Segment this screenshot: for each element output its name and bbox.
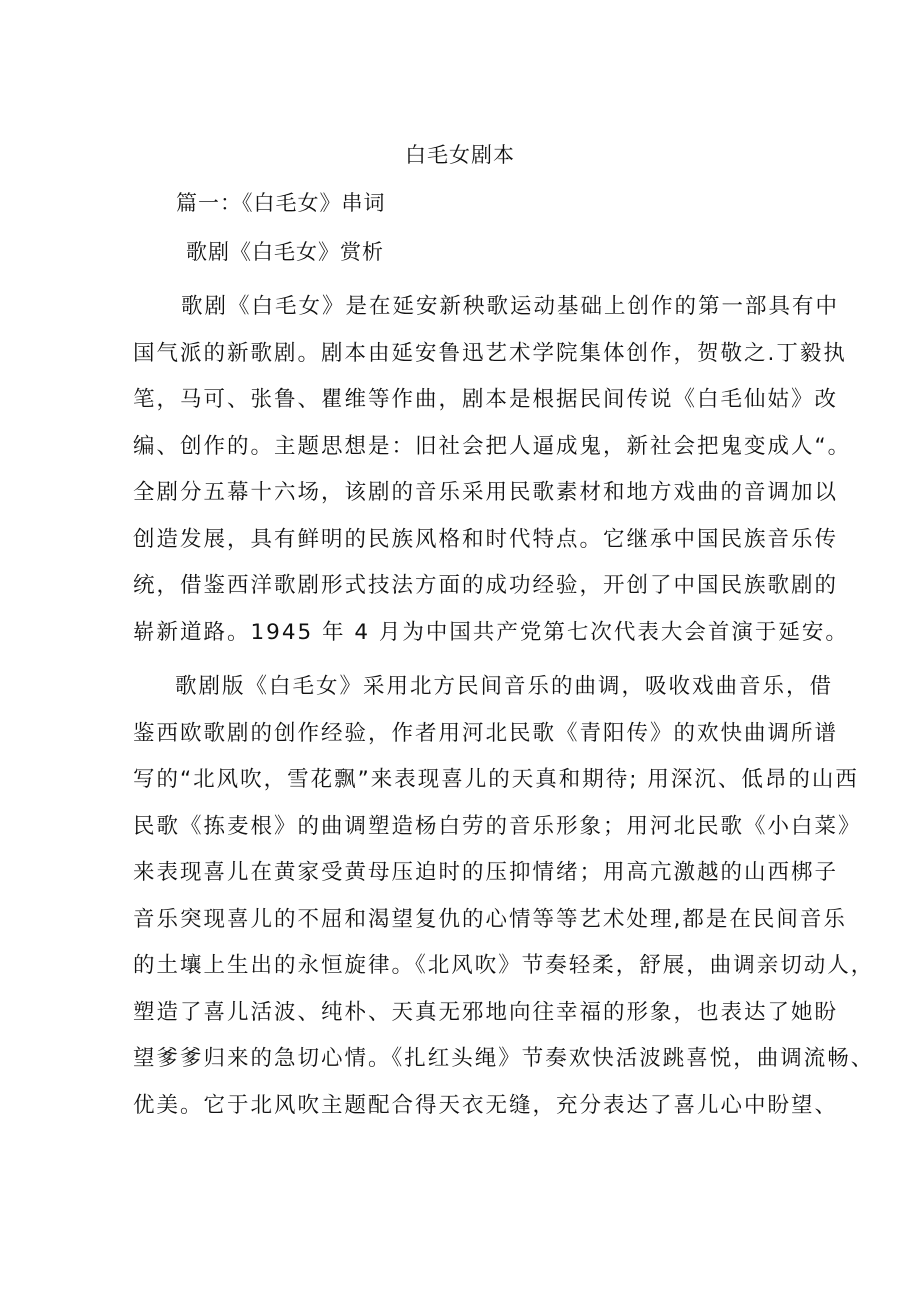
- paragraph-line: 塑造了喜儿活波、纯朴、天真无邪地向往幸福的形象，也表达了她盼: [133, 999, 839, 1025]
- paragraph-line: 的土壤上生出的永恒旋律。《北风吹》节奏轻柔，舒展，曲调亲切动人，: [133, 953, 875, 978]
- document-title: 白毛女剧本: [405, 143, 515, 167]
- section-heading: 篇一：《白毛女》串词: [176, 191, 386, 215]
- paragraph-line: 鉴西欧歌剧的创作经验，作者用河北民歌《青阳传》的欢快曲调所谱: [133, 720, 839, 746]
- paragraph-line: 全剧分五幕十六场，该剧的音乐采用民歌素材和地方戏曲的音调加以: [133, 480, 839, 505]
- paragraph-line: 编、创作的。主题思想是：旧社会把人逼成鬼，新社会把鬼变成人“。: [133, 433, 852, 459]
- paragraph-line: 来表现喜儿在黄家受黄母压迫时的压抑情绪；用高亢激越的山西梆子: [133, 860, 839, 885]
- sub-heading: 歌剧《白毛女》赏析: [186, 240, 384, 264]
- paragraph-line: 望爹爹归来的急切心情。《扎红头绳》节奏欢快活波跳喜悦，曲调流畅、: [133, 1046, 875, 1071]
- paragraph-line: 写的“北风吹，雪花飘”来表现喜儿的天真和期待; 用深沉、低昂的山西: [133, 767, 859, 792]
- paragraph-line: 音乐突现喜儿的不屈和渴望复仇的心情等等艺术处理,都是在民间音乐: [133, 906, 847, 932]
- paragraph-line: 创造发展，具有鲜明的民族风格和时代特点。它继承中国民族音乐传: [133, 526, 839, 552]
- paragraph-line: 笔，马可、张鲁、瞿维等作曲，剧本是根据民间传说《白毛仙姑》改: [133, 387, 839, 412]
- paragraph-intro: [133, 284, 852, 656]
- paragraph-line: 统，借鉴西洋歌剧形式技法方面的成功经验，开创了中国民族歌剧的: [133, 573, 839, 598]
- paragraph-line: 崭新道路。1945 年 4 月为中国共产党第七次代表大会首演于延安。: [133, 619, 849, 645]
- paragraph-line: 歌剧版《白毛女》采用北方民间音乐的曲调，吸收戏曲音乐，借: [175, 674, 834, 699]
- paragraph-line: 歌剧《白毛女》是在延安新秧歌运动基础上创作的第一部具有中: [181, 294, 840, 319]
- paragraph-analysis: [133, 664, 875, 1129]
- paragraph-line: 优美。它于北风吹主题配合得天衣无缝，充分表达了喜儿心中盼望、: [133, 1092, 839, 1118]
- paragraph-line: 民歌《拣麦根》的曲调塑造杨白劳的音乐形象；用河北民歌《小白菜》: [133, 813, 862, 839]
- paragraph-line: 国气派的新歌剧。剧本由延安鲁迅艺术学院集体创作，贺敬之.丁毅执: [133, 340, 847, 366]
